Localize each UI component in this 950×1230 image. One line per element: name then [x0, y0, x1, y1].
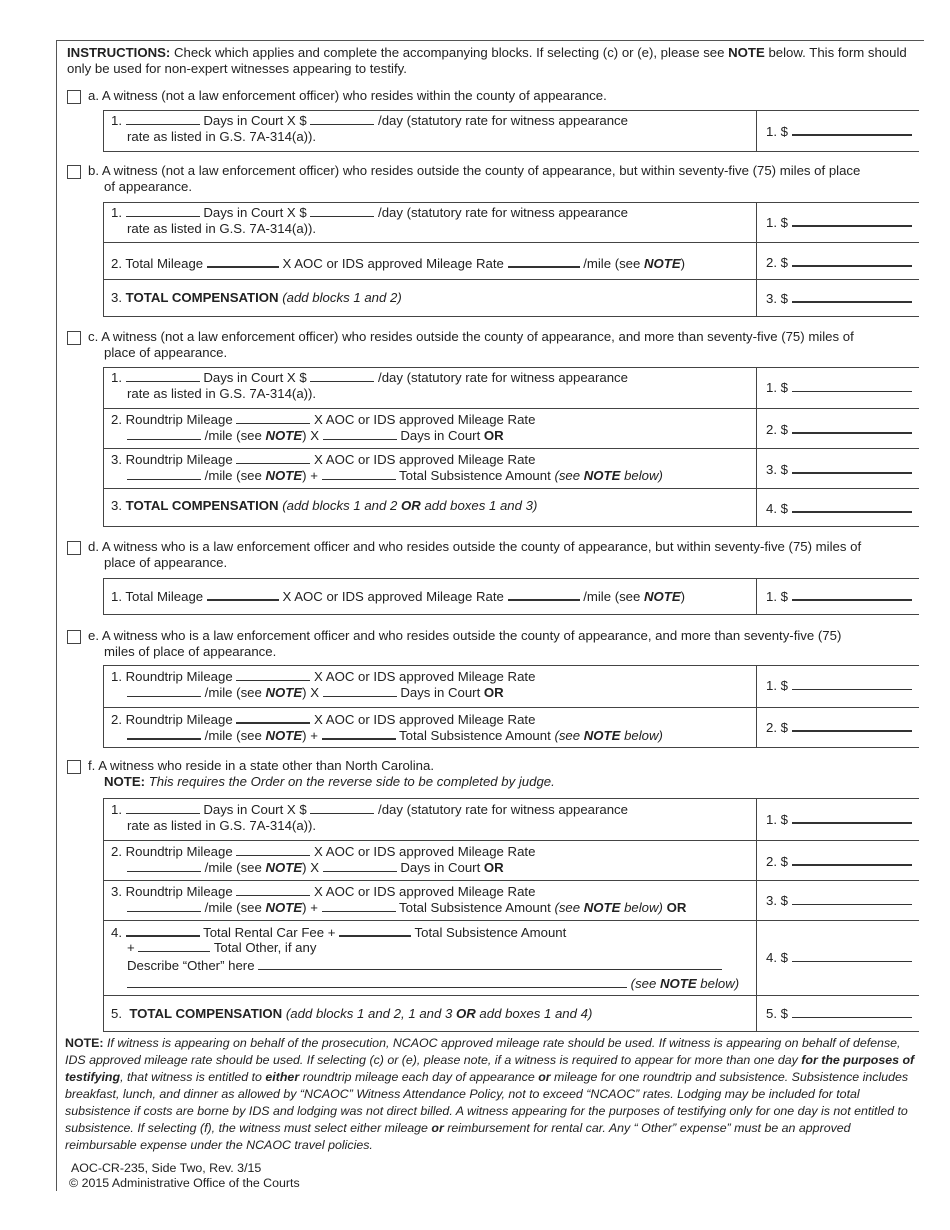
section-c-line2: place of appearance. — [104, 345, 228, 360]
section-a-box: 1. Days in Court X $ /day (statutory rate for witness appearance rate as listed in G.S. 7A-314(a)). 1. $ — [103, 110, 919, 152]
note-block: NOTE: If witness is appearing on behalf of the prosecution, NCAOC approved mileage rate should be used. If witness is appearing on behalf of defense, IDS approved mileage rate should be used. If selecting (c) or (e), please note, if a witness is required to appear for more than one day for the purposes of testifying, that witness is entitled to either roundtrip mileage each day of appearance or mileage for one roundtrip and subsistence. Subsistence includes breakfast, lunch, and dinner as allowed by “NCAOC” Witness Attendance Policy, not to exceed “NCAOC” rates. Lodging may be included for total subsistence if costs are borne by IDS and lodging was not direct billed. A witness appearing for the purposes of testifying only for one day is not entitled to subsistence. If selecting (f), the witness must select either mileage or reimbursement for rental car. Any “ Other” expense” must be an approved reimbursable expense under the NCAOC travel policies. — [65, 1036, 915, 1152]
section-b-box: 1. Days in Court X $ /day (statutory rate for witness appearance rate as listed in G.S. 7A-314(a)). 1. $ 2. Total Mileage X AOC or IDS approved Mileage Rate /mile (see NOTE) 2. $ 3. TOTAL COMPENSATION (add blocks 1 and 2) 3. $ — [103, 202, 919, 317]
amount-f-4[interactable] — [792, 950, 912, 962]
section-f-line1: f. A witness who reside in a state other than North Carolina. — [88, 758, 434, 773]
amount-b-2[interactable] — [792, 254, 912, 267]
amount-c-2[interactable] — [792, 421, 912, 434]
section-d-box: 1. Total Mileage X AOC or IDS approved Mileage Rate /mile (see NOTE) 1. $ — [103, 578, 919, 615]
section-c-box: 1. Days in Court X $ /day (statutory rate for witness appearance rate as listed in G.S. 7A-314(a)). 1. $ 2. Roundtrip Mileage X AOC or IDS approved Mileage Rate /mile (see NOTE) X Days in Court OR 2. $ 3. Roundtrip Mileage X AOC or IDS approved Mileage Rate /mile (see NOTE) + Total Subsistence Amount (see NOTE below) 3. $ 3. TOTAL COMPENSATION (add blocks 1 and 2 OR add boxes 1 and 3) 4. $ — [103, 367, 919, 527]
amount-e-1[interactable] — [792, 678, 912, 690]
form-id: AOC-CR-235, Side Two, Rev. 3/15 — [71, 1161, 262, 1175]
amount-f-2[interactable] — [792, 853, 912, 866]
copyright: © 2015 Administrative Office of the Courts — [69, 1176, 300, 1190]
amount-b-1[interactable] — [792, 214, 912, 227]
amount-f-1[interactable] — [792, 811, 912, 824]
section-c-line1: c. A witness (not a law enforcement officer) who resides outside the county of appearance, and more than seventy-five (75) miles of — [88, 329, 854, 344]
amount-d-1[interactable] — [792, 588, 912, 601]
instructions: INSTRUCTIONS: Check which applies and complete the accompanying blocks. If selecting (c) or (e), please see NOTE below. This form should only be used for non-expert witnesses appearing to testify. — [67, 45, 907, 76]
amount-f-3[interactable] — [792, 893, 912, 905]
amount-f-5[interactable] — [792, 1006, 912, 1018]
checkbox-d[interactable] — [67, 541, 81, 555]
checkbox-e[interactable] — [67, 630, 81, 644]
section-e-line1: e. A witness who is a law enforcement officer and who resides outside the county of appearance, and more than seventy-five (75) — [88, 628, 842, 643]
checkbox-c[interactable] — [67, 331, 81, 345]
section-e-box: 1. Roundtrip Mileage X AOC or IDS approved Mileage Rate /mile (see NOTE) X Days in Court OR 1. $ 2. Roundtrip Mileage X AOC or IDS approved Mileage Rate /mile (see NOTE) + Total Subsistence Amount (see NOTE below) 2. $ — [103, 665, 919, 748]
section-d-line2: place of appearance. — [104, 555, 228, 570]
instructions-label: INSTRUCTIONS: — [67, 45, 171, 60]
checkbox-a[interactable] — [67, 90, 81, 104]
amount-c-1[interactable] — [792, 380, 912, 392]
amount-e-2[interactable] — [792, 719, 912, 732]
amount-a-1[interactable] — [792, 123, 912, 136]
checkbox-f[interactable] — [67, 760, 81, 774]
section-b-line1: b. A witness (not a law enforcement officer) who resides outside the county of appearance, but within seventy-five (75) miles of place — [88, 163, 861, 178]
form-page — [56, 40, 924, 1191]
checkbox-b[interactable] — [67, 165, 81, 179]
amount-c-4[interactable] — [792, 500, 912, 513]
section-d-line1: d. A witness who is a law enforcement officer and who resides outside the county of appearance, but within seventy-five (75) miles of — [88, 539, 862, 554]
section-a-text: a. A witness (not a law enforcement officer) who resides within the county of appearance. — [88, 88, 607, 103]
section-f-box: 1. Days in Court X $ /day (statutory rate for witness appearance rate as listed in G.S. 7A-314(a)). 1. $ 2. Roundtrip Mileage X AOC or IDS approved Mileage Rate /mile (see NOTE) X Days in Court OR 2. $ 3. Roundtrip Mileage X AOC or IDS approved Mileage Rate /mile (see NOTE) + Total Subsistence Amount (see NOTE below) OR 3. $ 4. Total Rental Car Fee + Total Subsistence Amount + Total Other, if any Describe “Other” here (see NOTE below) 4. $ 5. TOTAL COMPENSATION (add blocks 1 and 2, 1 and 3 OR add boxes 1 and 4) 5. $ — [103, 798, 919, 1032]
section-f-note: NOTE: This requires the Order on the reverse side to be completed by judge. — [104, 774, 555, 789]
amount-c-3[interactable] — [792, 461, 912, 474]
section-e-line2: miles of place of appearance. — [104, 644, 277, 659]
section-b-line2: of appearance. — [104, 179, 192, 194]
amount-b-3[interactable] — [792, 290, 912, 303]
